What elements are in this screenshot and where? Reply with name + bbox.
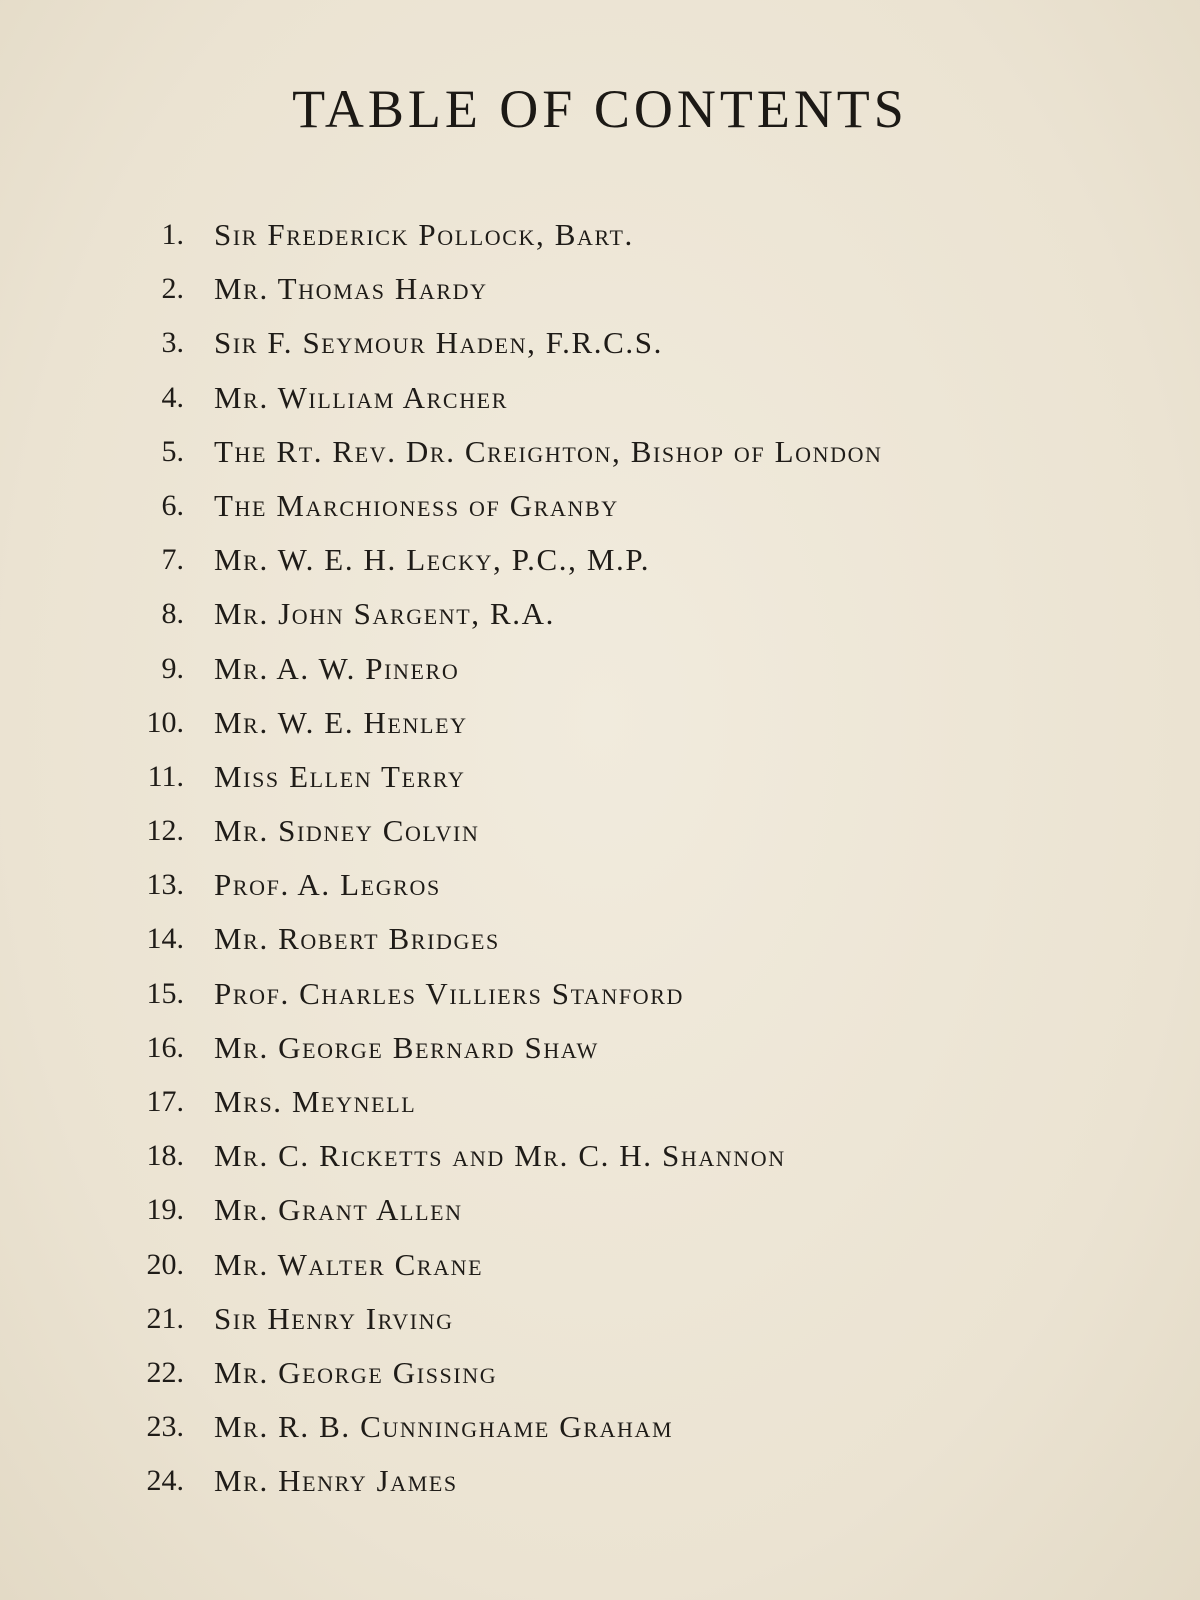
entry-name: Prof. Charles Villiers Stanford	[214, 975, 684, 1011]
entry-name: Sir F. Seymour Haden, F.R.C.S.	[214, 325, 663, 361]
entry-name: Prof. A. Legros	[214, 867, 441, 903]
list-item	[0, 804, 1200, 858]
entry-number: 13.	[146, 868, 184, 902]
entry-name: Mr. John Sargent, R.A.	[214, 596, 555, 632]
entry-name: Mr. William Archer	[214, 379, 508, 415]
list-item	[0, 1183, 1200, 1237]
entry-name: Sir Frederick Pollock, Bart.	[214, 217, 634, 252]
page-title: TABLE OF CONTENTS	[292, 79, 908, 139]
entry-name: Mr. W. E. H. Lecky, P.C., M.P.	[214, 542, 651, 578]
entry-number: 23.	[146, 1410, 184, 1444]
list-item	[0, 1075, 1200, 1129]
list-item	[0, 750, 1200, 804]
list-item	[0, 425, 1200, 479]
entry-name: Mr. A. W. Pinero	[214, 650, 460, 686]
list-item	[0, 1400, 1200, 1454]
entry-number: 14.	[146, 922, 184, 956]
entry-number: 4.	[161, 380, 184, 414]
entry-name: Mr. George Bernard Shaw	[214, 1029, 599, 1065]
entry-number: 9.	[161, 651, 184, 685]
list-item	[0, 912, 1200, 966]
entry-name: Mr. C. Ricketts and Mr. C. H. Shannon	[214, 1138, 786, 1174]
list-item	[0, 1129, 1200, 1183]
entry-name: Mr. Henry James	[214, 1463, 458, 1499]
list-item	[0, 858, 1200, 912]
entry-name: Mrs. Meynell	[214, 1084, 417, 1119]
entry-name: Mr. Robert Bridges	[214, 921, 500, 957]
entry-number: 22.	[146, 1355, 184, 1389]
entry-number: 5.	[161, 434, 184, 468]
entry-number: 19.	[146, 1193, 184, 1227]
entry-number: 7.	[161, 543, 184, 577]
list-item	[0, 316, 1200, 370]
list-item	[0, 208, 1200, 262]
entry-number: 2.	[161, 272, 184, 306]
entry-number: 21.	[146, 1301, 184, 1335]
list-item	[0, 262, 1200, 316]
entry-name: Mr. R. B. Cunninghame Graham	[214, 1409, 674, 1445]
entry-number: 6.	[161, 488, 184, 522]
entry-name: Mr. Walter Crane	[214, 1246, 484, 1282]
entry-name: The Rt. Rev. Dr. Creighton, Bishop of London	[214, 433, 883, 469]
list-item	[0, 642, 1200, 696]
entry-name: The Marchioness of Granby	[214, 487, 619, 523]
list-item	[0, 696, 1200, 750]
entry-number: 8.	[161, 597, 184, 631]
list-item	[0, 1346, 1200, 1400]
list-item	[0, 371, 1200, 425]
list-item	[0, 533, 1200, 587]
list-item	[0, 587, 1200, 641]
entry-number: 18.	[146, 1139, 184, 1173]
entry-name: Mr. Sidney Colvin	[214, 813, 480, 849]
entry-number: 10.	[146, 705, 184, 739]
entry-number: 12.	[146, 814, 184, 848]
entry-number: 24.	[146, 1464, 184, 1498]
entry-number: 3.	[161, 326, 184, 360]
entry-name: Mr. Thomas Hardy	[214, 271, 488, 307]
entry-name: Miss Ellen Terry	[214, 758, 466, 794]
list-item	[0, 967, 1200, 1021]
entry-number: 15.	[146, 976, 184, 1010]
list-item	[0, 1021, 1200, 1075]
entry-number: 1.	[161, 218, 184, 251]
list-item	[0, 1454, 1200, 1508]
list-item	[0, 1238, 1200, 1292]
entry-number: 20.	[146, 1247, 184, 1281]
list-item	[0, 479, 1200, 533]
entry-name: Mr. George Gissing	[214, 1354, 498, 1390]
entry-name: Mr. Grant Allen	[214, 1192, 463, 1228]
entry-number: 16.	[146, 1030, 184, 1064]
entry-name: Sir Henry Irving	[214, 1300, 454, 1336]
entry-number: 11.	[147, 759, 184, 793]
entry-number: 17.	[146, 1085, 184, 1118]
entry-name: Mr. W. E. Henley	[214, 704, 468, 740]
contents-list	[0, 208, 1200, 1509]
list-item	[0, 1292, 1200, 1346]
